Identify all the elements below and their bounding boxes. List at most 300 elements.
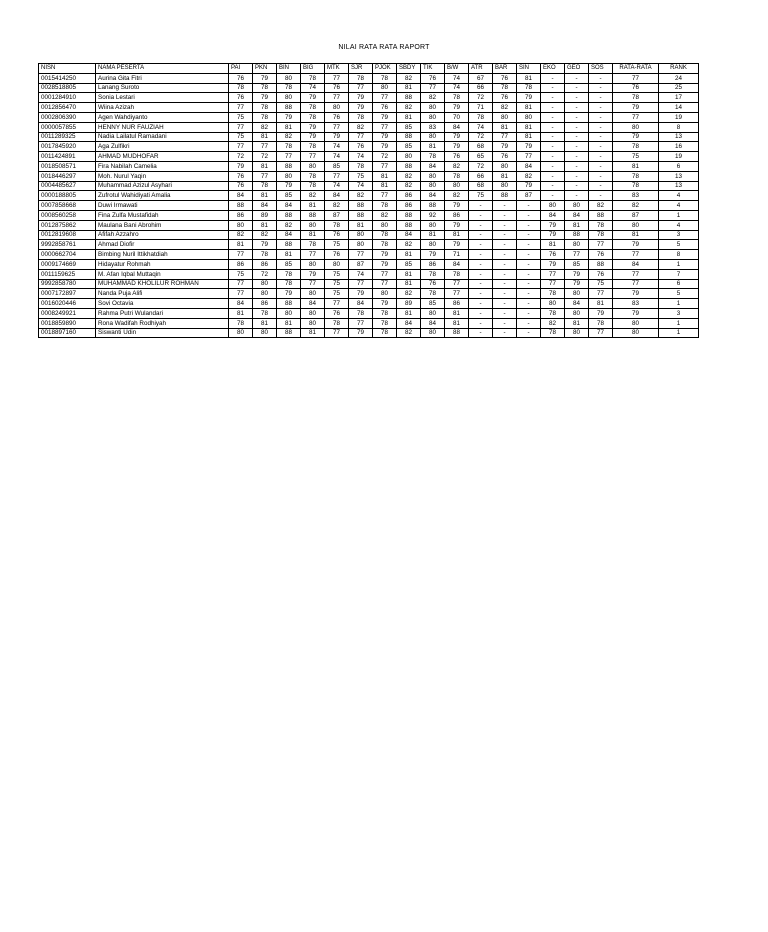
score-cell: 77 — [373, 161, 397, 171]
score-cell: 79 — [349, 289, 373, 299]
score-cell: 81 — [301, 201, 325, 211]
score-cell: 79 — [277, 112, 301, 122]
score-cell: 80 — [421, 112, 445, 122]
score-cell: 80 — [229, 328, 253, 338]
score-cell: - — [469, 279, 493, 289]
score-cell: 74 — [445, 73, 469, 83]
score-cell: 74 — [325, 142, 349, 152]
score-cell: 79 — [445, 132, 469, 142]
score-cell: - — [517, 279, 541, 289]
table-row — [39, 201, 699, 211]
score-cell: 84 — [421, 191, 445, 201]
score-cell: 82 — [541, 318, 565, 328]
score-cell: - — [565, 103, 589, 113]
score-cell: 79 — [493, 142, 517, 152]
score-cell: - — [493, 250, 517, 260]
score-cell: 80 — [277, 308, 301, 318]
score-cell: 78 — [469, 112, 493, 122]
score-cell: 1 — [659, 259, 699, 269]
score-cell: 72 — [469, 93, 493, 103]
score-cell: - — [493, 308, 517, 318]
name-cell: AHMAD MUDHOFAR — [96, 152, 229, 162]
score-cell: 1 — [659, 318, 699, 328]
score-cell: 78 — [301, 181, 325, 191]
score-cell: - — [541, 132, 565, 142]
score-cell: 78 — [589, 220, 613, 230]
score-cell: 74 — [301, 83, 325, 93]
score-cell: 82 — [397, 73, 421, 83]
score-cell: - — [469, 201, 493, 211]
score-cell: 88 — [277, 240, 301, 250]
score-cell: 78 — [373, 73, 397, 83]
score-cell: 70 — [445, 112, 469, 122]
table-row — [39, 308, 699, 318]
table-row — [39, 83, 699, 93]
score-cell: 80 — [493, 161, 517, 171]
score-cell: - — [493, 201, 517, 211]
score-cell: 81 — [445, 230, 469, 240]
column-header: EKO — [541, 64, 565, 74]
score-cell: 79 — [589, 308, 613, 318]
table-row — [39, 191, 699, 201]
nisn-cell: 0011159625 — [39, 269, 96, 279]
score-cell: 79 — [373, 250, 397, 260]
table-row — [39, 112, 699, 122]
score-cell: - — [565, 73, 589, 83]
column-header: B/W — [445, 64, 469, 74]
score-cell: - — [493, 230, 517, 240]
column-header: SIN — [517, 64, 541, 74]
score-cell: 82 — [397, 289, 421, 299]
table-row — [39, 152, 699, 162]
score-cell: 78 — [277, 83, 301, 93]
score-cell: - — [565, 191, 589, 201]
score-cell: 19 — [659, 152, 699, 162]
score-cell: 74 — [445, 83, 469, 93]
score-cell: 81 — [613, 161, 659, 171]
score-cell: 88 — [277, 210, 301, 220]
score-cell: 78 — [493, 83, 517, 93]
nisn-cell: 0015414250 — [39, 73, 96, 83]
name-cell: Nanda Puja Alifi — [96, 289, 229, 299]
score-cell: 80 — [565, 328, 589, 338]
table-row — [39, 181, 699, 191]
column-header: RANK — [659, 64, 699, 74]
score-cell: 13 — [659, 171, 699, 181]
score-cell: 75 — [229, 132, 253, 142]
score-cell: - — [517, 210, 541, 220]
score-cell: 88 — [397, 220, 421, 230]
score-cell: 78 — [301, 73, 325, 83]
score-cell: 79 — [373, 299, 397, 309]
table-row — [39, 93, 699, 103]
score-cell: 82 — [397, 328, 421, 338]
table-row — [39, 259, 699, 269]
table-row — [39, 299, 699, 309]
score-cell: 76 — [325, 230, 349, 240]
score-cell: 87 — [613, 210, 659, 220]
score-cell: 80 — [613, 328, 659, 338]
score-cell: 79 — [613, 132, 659, 142]
score-cell: 81 — [373, 171, 397, 181]
score-cell: 76 — [493, 93, 517, 103]
score-cell: 78 — [373, 240, 397, 250]
score-cell: - — [493, 299, 517, 309]
score-cell: 77 — [589, 240, 613, 250]
score-cell: - — [541, 191, 565, 201]
name-cell: Lanang Suroto — [96, 83, 229, 93]
score-cell: 5 — [659, 289, 699, 299]
score-cell: 81 — [493, 171, 517, 181]
score-cell: - — [541, 83, 565, 93]
score-cell: 72 — [469, 161, 493, 171]
score-cell: 79 — [349, 103, 373, 113]
score-cell: - — [517, 230, 541, 240]
column-header: SOS — [589, 64, 613, 74]
name-cell: Muhammad Azizul Asyhari — [96, 181, 229, 191]
score-cell: 78 — [349, 112, 373, 122]
score-cell: - — [517, 250, 541, 260]
score-cell: 82 — [397, 181, 421, 191]
score-cell: 85 — [397, 122, 421, 132]
score-cell: - — [565, 142, 589, 152]
score-cell: 82 — [229, 230, 253, 240]
score-cell: 77 — [349, 250, 373, 260]
score-cell: 78 — [277, 142, 301, 152]
score-cell: 78 — [541, 308, 565, 318]
score-cell: - — [541, 103, 565, 113]
score-cell: 77 — [589, 328, 613, 338]
score-cell: 84 — [565, 210, 589, 220]
nisn-cell: 0007858668 — [39, 201, 96, 211]
score-cell: 76 — [445, 152, 469, 162]
score-cell: 77 — [373, 122, 397, 132]
score-cell: 78 — [589, 318, 613, 328]
page-title: NILAI RATA RATA RAPORT — [338, 44, 430, 51]
nisn-cell: 0008249921 — [39, 308, 96, 318]
score-cell: 84 — [277, 201, 301, 211]
score-cell: 1 — [659, 299, 699, 309]
score-cell: 88 — [445, 328, 469, 338]
name-cell: Hidayatur Rohmah — [96, 259, 229, 269]
name-cell: Wiina Azizah — [96, 103, 229, 113]
score-cell: 77 — [349, 279, 373, 289]
score-cell: 79 — [373, 112, 397, 122]
score-cell: 85 — [397, 142, 421, 152]
score-cell: 78 — [301, 103, 325, 113]
nisn-cell: 0008560258 — [39, 210, 96, 220]
score-cell: 78 — [325, 220, 349, 230]
nisn-cell: 0004485627 — [39, 181, 96, 191]
score-cell: - — [589, 73, 613, 83]
score-cell: 78 — [421, 269, 445, 279]
score-cell: - — [589, 93, 613, 103]
score-cell: 78 — [253, 181, 277, 191]
score-cell: 88 — [397, 132, 421, 142]
score-cell: - — [541, 171, 565, 181]
name-cell: Afifah Azzahro — [96, 230, 229, 240]
score-cell: - — [493, 240, 517, 250]
score-cell: 84 — [277, 230, 301, 240]
score-cell: 80 — [349, 230, 373, 240]
score-cell: 72 — [373, 152, 397, 162]
score-cell: 85 — [325, 161, 349, 171]
score-cell: 82 — [397, 171, 421, 181]
score-cell: 84 — [445, 122, 469, 132]
score-cell: 4 — [659, 191, 699, 201]
score-cell: 86 — [445, 299, 469, 309]
score-cell: 76 — [541, 250, 565, 260]
score-cell: 80 — [421, 240, 445, 250]
score-cell: 76 — [325, 250, 349, 260]
score-cell: 78 — [421, 289, 445, 299]
score-cell: - — [469, 259, 493, 269]
score-cell: 79 — [541, 259, 565, 269]
score-cell: 79 — [373, 259, 397, 269]
score-cell: 80 — [301, 220, 325, 230]
score-cell: 81 — [397, 279, 421, 289]
score-cell: 84 — [397, 318, 421, 328]
score-cell: - — [469, 269, 493, 279]
score-cell: 80 — [325, 103, 349, 113]
score-cell: 76 — [229, 171, 253, 181]
score-cell: 80 — [397, 152, 421, 162]
score-cell: 78 — [373, 201, 397, 211]
score-cell: 86 — [253, 299, 277, 309]
score-cell: 88 — [277, 299, 301, 309]
score-cell: 77 — [325, 299, 349, 309]
table-row — [39, 161, 699, 171]
score-cell: 86 — [397, 191, 421, 201]
score-cell: 82 — [421, 93, 445, 103]
score-cell: 4 — [659, 220, 699, 230]
score-cell: 77 — [373, 93, 397, 103]
score-cell: 81 — [397, 250, 421, 260]
score-cell: 80 — [301, 308, 325, 318]
score-cell: - — [589, 103, 613, 113]
score-cell: 86 — [421, 259, 445, 269]
score-cell: 83 — [421, 122, 445, 132]
score-cell: 1 — [659, 328, 699, 338]
score-cell: - — [493, 220, 517, 230]
score-cell: 79 — [517, 142, 541, 152]
score-cell: 81 — [229, 240, 253, 250]
score-cell: 5 — [659, 240, 699, 250]
score-cell: 77 — [229, 122, 253, 132]
score-cell: 80 — [565, 308, 589, 318]
nisn-cell: 0012819608 — [39, 230, 96, 240]
score-cell: 77 — [301, 279, 325, 289]
score-cell: 88 — [589, 210, 613, 220]
score-cell: 82 — [493, 103, 517, 113]
score-cell: 79 — [541, 230, 565, 240]
score-cell: 76 — [421, 73, 445, 83]
table-row — [39, 171, 699, 181]
table-row — [39, 122, 699, 132]
score-cell: 82 — [445, 161, 469, 171]
table-row — [39, 250, 699, 260]
score-cell: 76 — [349, 142, 373, 152]
score-cell: - — [541, 161, 565, 171]
score-cell: 77 — [229, 250, 253, 260]
score-cell: - — [469, 308, 493, 318]
score-cell: 24 — [659, 73, 699, 83]
score-cell: 76 — [589, 250, 613, 260]
score-cell: 86 — [229, 210, 253, 220]
nisn-cell: 0017845920 — [39, 142, 96, 152]
score-cell: 78 — [253, 250, 277, 260]
score-cell: - — [589, 132, 613, 142]
score-cell: 80 — [421, 103, 445, 113]
score-cell: 80 — [613, 220, 659, 230]
score-cell: 80 — [301, 259, 325, 269]
nisn-cell: 0016020446 — [39, 299, 96, 309]
score-cell: 81 — [517, 73, 541, 83]
score-cell: 82 — [277, 132, 301, 142]
name-cell: Bimbing Nuril Ittikhatdiah — [96, 250, 229, 260]
score-cell: 78 — [349, 73, 373, 83]
score-cell: 77 — [613, 250, 659, 260]
score-cell: 75 — [469, 191, 493, 201]
score-cell: 65 — [469, 152, 493, 162]
table-row — [39, 220, 699, 230]
column-header: MTK — [325, 64, 349, 74]
score-cell: 75 — [613, 152, 659, 162]
score-cell: - — [469, 328, 493, 338]
score-cell: 88 — [277, 103, 301, 113]
score-cell: - — [541, 142, 565, 152]
score-cell: 88 — [397, 161, 421, 171]
score-cell: 78 — [349, 308, 373, 318]
score-cell: 79 — [349, 93, 373, 103]
score-cell: 78 — [373, 308, 397, 318]
score-cell: - — [493, 259, 517, 269]
score-cell: - — [493, 210, 517, 220]
score-cell: 84 — [565, 299, 589, 309]
table-row — [39, 210, 699, 220]
score-cell: 77 — [229, 289, 253, 299]
score-cell: 78 — [253, 83, 277, 93]
table-row — [39, 142, 699, 152]
score-cell: 87 — [517, 191, 541, 201]
score-cell: 77 — [613, 279, 659, 289]
score-cell: 80 — [253, 289, 277, 299]
score-cell: 77 — [517, 152, 541, 162]
score-cell: 81 — [517, 103, 541, 113]
score-cell: 81 — [253, 220, 277, 230]
score-cell: 77 — [541, 269, 565, 279]
table-row — [39, 318, 699, 328]
name-cell: MUHAMMAD KHOLILUR ROHMAN — [96, 279, 229, 289]
score-cell: 77 — [349, 83, 373, 93]
score-cell: 81 — [349, 220, 373, 230]
nisn-cell: 9992858780 — [39, 279, 96, 289]
score-cell: 81 — [301, 230, 325, 240]
score-cell: 82 — [517, 171, 541, 181]
score-cell: 81 — [373, 181, 397, 191]
name-cell: Siswanti Udin — [96, 328, 229, 338]
score-cell: 81 — [253, 191, 277, 201]
table-row — [39, 73, 699, 83]
score-cell: 80 — [517, 112, 541, 122]
score-cell: 77 — [229, 103, 253, 113]
score-cell: 88 — [397, 93, 421, 103]
score-cell: 84 — [229, 191, 253, 201]
header-row — [39, 64, 699, 74]
score-cell: - — [493, 279, 517, 289]
column-header: PJOK — [373, 64, 397, 74]
score-cell: 79 — [229, 161, 253, 171]
score-cell: 77 — [325, 328, 349, 338]
score-cell: 77 — [493, 132, 517, 142]
score-cell: 77 — [541, 279, 565, 289]
score-cell: 80 — [445, 181, 469, 191]
score-cell: 79 — [253, 93, 277, 103]
score-cell: 80 — [277, 93, 301, 103]
score-cell: 77 — [325, 73, 349, 83]
column-header: NAMA PESERTA — [96, 64, 229, 74]
score-cell: 82 — [613, 201, 659, 211]
score-cell: 80 — [277, 171, 301, 181]
score-cell: 76 — [493, 73, 517, 83]
score-cell: 81 — [493, 122, 517, 132]
score-cell: - — [589, 152, 613, 162]
score-cell: 79 — [445, 103, 469, 113]
score-cell: - — [589, 112, 613, 122]
score-cell: - — [469, 289, 493, 299]
score-cell: - — [589, 161, 613, 171]
score-cell: 79 — [517, 93, 541, 103]
score-cell: 79 — [445, 240, 469, 250]
score-cell: 79 — [301, 122, 325, 132]
score-cell: 68 — [469, 181, 493, 191]
score-cell: 76 — [325, 112, 349, 122]
score-cell: - — [589, 171, 613, 181]
score-cell: - — [565, 112, 589, 122]
name-cell: Fira Nabilah Camelia — [96, 161, 229, 171]
score-cell: 79 — [565, 279, 589, 289]
score-cell: 88 — [229, 201, 253, 211]
score-cell: 78 — [253, 308, 277, 318]
score-cell: - — [589, 83, 613, 93]
score-cell: 81 — [445, 308, 469, 318]
score-cell: 80 — [301, 318, 325, 328]
score-cell: 92 — [421, 210, 445, 220]
nisn-cell: 0002806390 — [39, 112, 96, 122]
score-cell: 82 — [349, 191, 373, 201]
nisn-cell: 0011424891 — [39, 152, 96, 162]
score-cell: 77 — [229, 142, 253, 152]
score-cell: 19 — [659, 112, 699, 122]
score-cell: 78 — [373, 318, 397, 328]
score-cell: 78 — [613, 142, 659, 152]
table-row — [39, 240, 699, 250]
column-header: BAR — [493, 64, 517, 74]
name-cell: Duwi Irmawati — [96, 201, 229, 211]
score-cell: 84 — [613, 259, 659, 269]
column-header: BIN — [277, 64, 301, 74]
score-cell: 77 — [229, 279, 253, 289]
score-cell: 82 — [253, 230, 277, 240]
score-cell: 87 — [349, 259, 373, 269]
score-cell: 74 — [349, 269, 373, 279]
score-cell: 75 — [349, 171, 373, 181]
score-cell: 66 — [469, 83, 493, 93]
score-cell: 72 — [229, 152, 253, 162]
score-cell: 76 — [229, 93, 253, 103]
score-cell: 84 — [421, 318, 445, 328]
score-cell: 79 — [373, 132, 397, 142]
